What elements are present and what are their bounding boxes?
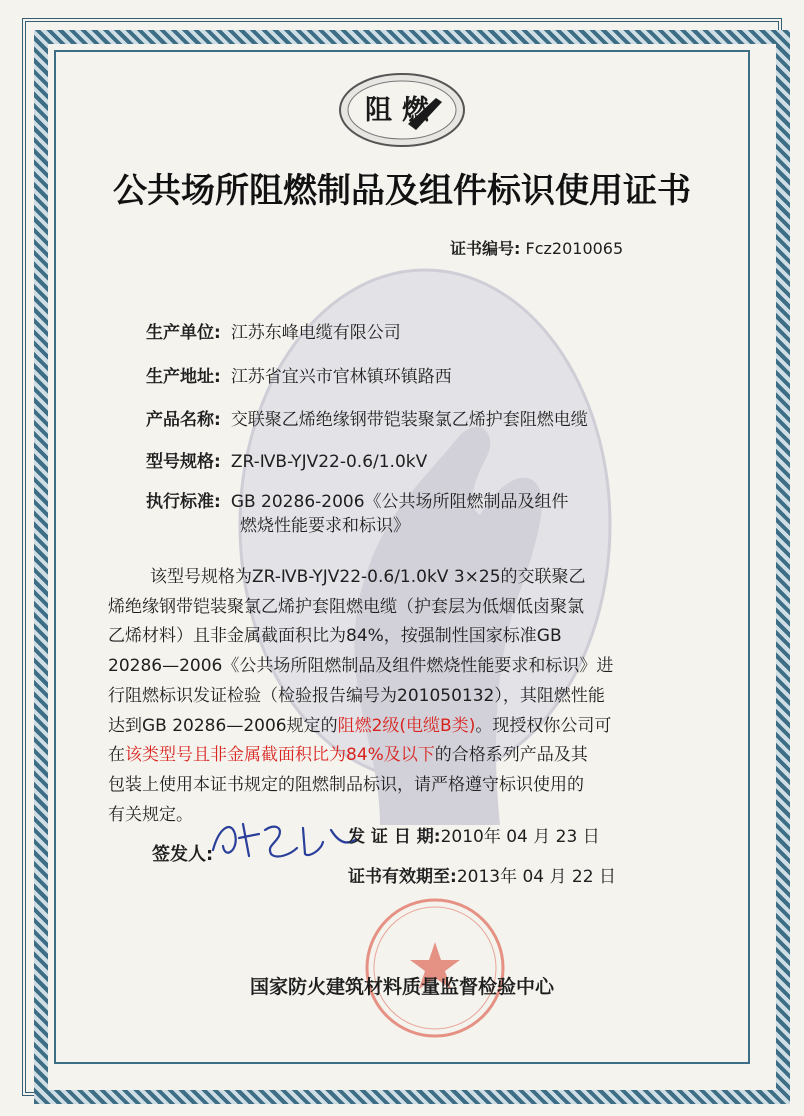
field-value: 江苏省宜兴市官林镇环镇路西 bbox=[230, 367, 452, 387]
logo-text: 阻燃 bbox=[365, 95, 439, 126]
field-label: 生产地址: bbox=[146, 367, 221, 387]
signatory-label: 签发人: bbox=[152, 844, 214, 865]
field-label: 生产单位: bbox=[146, 323, 221, 343]
handwritten-signature bbox=[205, 810, 365, 870]
issuing-authority: 国家防火建筑材料质量监督检验中心 bbox=[249, 976, 554, 998]
field-value: 江苏东峰电缆有限公司 bbox=[230, 323, 401, 343]
issue-date-label: 发 证 日 期: bbox=[348, 827, 441, 847]
issue-date bbox=[348, 822, 600, 847]
field-product-name bbox=[146, 405, 588, 430]
certificate-body bbox=[108, 563, 708, 830]
field-value: GB 20286-2006《公共场所阻燃制品及组件 bbox=[230, 492, 569, 512]
body-line bbox=[108, 741, 708, 771]
field-standard bbox=[146, 487, 569, 512]
field-value: 交联聚乙烯绝缘钢带铠装聚氯乙烯护套阻燃电缆 bbox=[230, 410, 588, 430]
field-label: 产品名称: bbox=[146, 410, 221, 430]
field-label: 执行标准: bbox=[146, 492, 221, 512]
rating-highlight: 阻燃2级(电缆B类) bbox=[337, 715, 476, 736]
field-value: ZR-ⅣB-YJV22-0.6/1.0kV bbox=[230, 452, 428, 472]
body-line: 20286—2006《公共场所阻燃制品及组件燃烧性能要求和标识》进 bbox=[108, 656, 614, 677]
field-standard-continuation: 燃烧性能要求和标识》 bbox=[240, 516, 410, 536]
official-seal bbox=[345, 880, 525, 1040]
field-manufacturer bbox=[146, 318, 401, 343]
body-line bbox=[108, 712, 708, 742]
field-address bbox=[146, 362, 452, 387]
field-model-spec bbox=[146, 447, 427, 472]
issue-date-value: 2010年 04 月 23 日 bbox=[440, 827, 600, 847]
field-label: 型号规格: bbox=[146, 452, 221, 472]
body-line: 烯绝缘钢带铠装聚氯乙烯护套阻燃电缆（护套层为低烟低卤聚氯 bbox=[108, 596, 584, 617]
body-text: 在 bbox=[108, 745, 125, 766]
certificate-number-label: 证书编号: bbox=[450, 239, 521, 258]
body-line: 乙烯材料）且非金属截面积比为84%，按强制性国家标准GB bbox=[108, 626, 562, 647]
scope-highlight: 该类型号且非金属截面积比为84%及以下 bbox=[125, 745, 435, 766]
body-text: 达到GB 20286—2006规定的 bbox=[108, 715, 338, 736]
body-line: 有关规定。 bbox=[108, 804, 193, 825]
body-text: 的合格系列产品及其 bbox=[434, 745, 588, 766]
expiry-date-value: 2013年 04 月 22 日 bbox=[456, 867, 616, 887]
certificate-number bbox=[450, 236, 623, 259]
certificate-title: 公共场所阻燃制品及组件标识使用证书 bbox=[113, 171, 691, 211]
body-text: 。现授权你公司可 bbox=[475, 715, 612, 736]
body-line: 行阻燃标识发证检验（检验报告编号为201050132），其阻燃性能 bbox=[108, 685, 605, 706]
expiry-date-label: 证书有效期至: bbox=[348, 867, 457, 887]
body-line: 包装上使用本证书规定的阻燃制品标识，请严格遵守标识使用的 bbox=[108, 774, 584, 795]
certificate-number-value: Fcz2010065 bbox=[525, 239, 624, 258]
body-line: 该型号规格为ZR-ⅣB-YJV22-0.6/1.0kV 3×25的交联聚乙 bbox=[150, 567, 586, 587]
